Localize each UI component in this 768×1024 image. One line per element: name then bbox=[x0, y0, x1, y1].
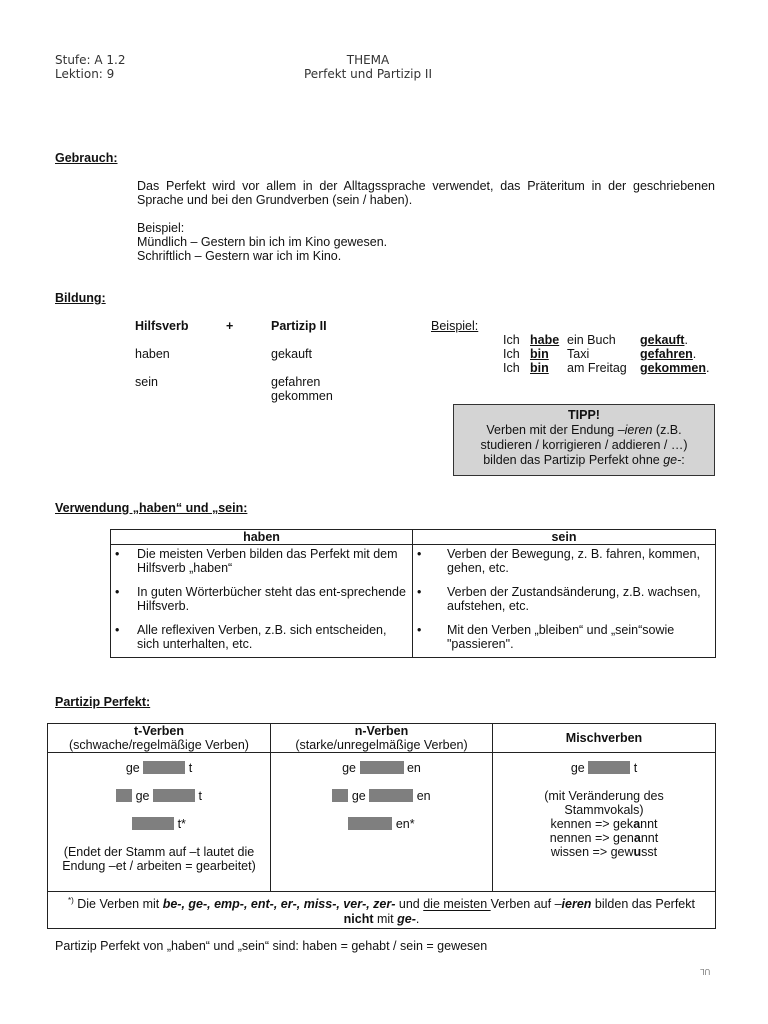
example-participle-line bbox=[640, 333, 688, 347]
prefix-ge: ge bbox=[342, 761, 357, 775]
partizip-heading: Partizip Perfekt: bbox=[55, 695, 151, 709]
partizip-header: Partizip II bbox=[271, 319, 327, 333]
tipp-box bbox=[453, 404, 715, 476]
footnote-text: und bbox=[395, 897, 424, 912]
example-object: Taxi bbox=[567, 347, 590, 361]
tipp-text: (z.B. bbox=[652, 423, 682, 437]
verwendung-heading: Verwendung „haben“ und „sein: bbox=[55, 501, 248, 515]
suffix-en: en bbox=[406, 761, 421, 775]
mischverben-cell bbox=[493, 753, 716, 892]
example-aux: bin bbox=[530, 361, 549, 375]
example-participle: gekauft bbox=[640, 333, 685, 347]
period: . bbox=[706, 361, 710, 375]
stem-blank bbox=[132, 817, 174, 830]
pattern-row bbox=[48, 761, 270, 789]
mischverb-example bbox=[493, 831, 715, 845]
period: . bbox=[684, 333, 688, 347]
hilfsverb-haben: haben bbox=[135, 347, 170, 361]
example-pron: Ich bbox=[503, 361, 520, 375]
partizip-gekauft: gekauft bbox=[271, 347, 313, 361]
t-verben-cell bbox=[48, 753, 271, 892]
footnote-prefixes: be-, ge-, emp-, ent-, er-, miss-, ver-, zer- bbox=[162, 897, 396, 912]
footnote-meisten: die meisten bbox=[423, 897, 491, 912]
period: . bbox=[692, 347, 697, 361]
pattern-row bbox=[271, 789, 492, 817]
example-participle-line bbox=[640, 347, 696, 361]
footnote-mark: *) bbox=[68, 896, 74, 906]
list-item: • Mit den Verben „bleiben“ und „sein“sowie "passieren". bbox=[413, 623, 715, 651]
footnote-text: . bbox=[415, 911, 420, 926]
footnote-nicht: nicht bbox=[343, 911, 374, 926]
partizip-gefahren: gefahren bbox=[271, 375, 321, 389]
suffix-en: en bbox=[416, 789, 431, 803]
tipp-ieren: ieren bbox=[624, 423, 653, 437]
plus-sign: + bbox=[226, 319, 234, 333]
sein-cell bbox=[413, 545, 716, 658]
example-text: nnt bbox=[640, 817, 658, 831]
t-verben-title: t-Verben bbox=[133, 724, 184, 738]
example-participle: gefahren bbox=[640, 347, 693, 361]
mischverb-example bbox=[493, 817, 715, 831]
n-verben-subtitle: (starke/unregelmäßige Verben) bbox=[295, 738, 468, 752]
thema-title: Perfekt und Partizip II bbox=[303, 67, 432, 81]
example-text: nnt bbox=[640, 831, 659, 845]
suffix-t: t bbox=[198, 789, 202, 803]
example-text: kennen => gek bbox=[550, 817, 634, 831]
hilfsverb-sein: sein bbox=[135, 375, 158, 389]
footnote-cell bbox=[48, 892, 716, 929]
stem-blank bbox=[153, 789, 195, 802]
mischverb-example bbox=[493, 845, 715, 859]
list-item: • Alle reflexiven Verben, z.B. sich entscheiden, sich unterhalten, etc. bbox=[111, 623, 412, 651]
pattern-row bbox=[493, 761, 715, 789]
mischverben-note-line1: (mit Veränderung des bbox=[544, 789, 664, 803]
prefix-ge: ge bbox=[570, 761, 585, 775]
stem-blank bbox=[360, 761, 404, 774]
gebrauch-heading: Gebrauch: bbox=[55, 151, 118, 165]
example-text: wissen => gew bbox=[550, 845, 634, 859]
changed-vowel: a bbox=[633, 817, 641, 831]
stem-blank bbox=[369, 789, 413, 802]
n-verben-cell bbox=[271, 753, 493, 892]
prefix-ge: ge bbox=[351, 789, 366, 803]
tipp-ge: ge- bbox=[663, 453, 682, 467]
footnote-text: mit bbox=[373, 911, 398, 926]
tipp-line1 bbox=[454, 423, 714, 438]
gebrauch-schriftlich: Schriftlich – Gestern war ich im Kino. bbox=[137, 249, 342, 263]
lektion-label: Lektion: 9 bbox=[55, 67, 115, 81]
t-verben-header bbox=[48, 724, 271, 753]
n-verben-header bbox=[271, 724, 493, 753]
list-item: • In guten Wörterbücher steht das ent-sprechende Hilfsverb. bbox=[111, 585, 412, 613]
footnote-text: Die Verben mit bbox=[73, 897, 163, 912]
example-object: am Freitag bbox=[567, 361, 627, 375]
partizip-table bbox=[47, 723, 716, 929]
footnote-ge: ge- bbox=[397, 911, 416, 926]
prefix-ge: ge bbox=[125, 761, 140, 775]
stufe-label: Stufe: A 1.2 bbox=[55, 53, 126, 67]
changed-vowel: u bbox=[633, 845, 642, 859]
pattern-row bbox=[271, 761, 492, 789]
example-aux: habe bbox=[530, 333, 560, 347]
footnote-line1 bbox=[56, 894, 707, 911]
tipp-text: Verben mit der Endung – bbox=[486, 423, 625, 437]
list-item: • Verben der Zustandsänderung, z.B. wachsen, aufstehen, etc. bbox=[413, 585, 715, 613]
thema-label: THEMA bbox=[346, 53, 390, 67]
footnote-ieren: ieren bbox=[561, 897, 592, 912]
prefix-ge: ge bbox=[135, 789, 150, 803]
bildung-beispiel-label: Beispiel: bbox=[431, 319, 479, 333]
t-verben-note-line2: Endung –et / arbeiten = gearbeitet) bbox=[62, 859, 256, 873]
gebrauch-text-line1: Das Perfekt wird vor allem in der Alltagssprache verwendet, das Präteritum in der geschriebenen bbox=[137, 179, 715, 193]
n-verben-title: n-Verben bbox=[354, 724, 409, 738]
suffix-t-star: t* bbox=[177, 817, 186, 831]
prefix-blank bbox=[116, 789, 132, 802]
mischverben-header: Mischverben bbox=[493, 724, 716, 753]
page-mark: UL bbox=[700, 967, 711, 976]
gebrauch-muendlich: Mündlich – Gestern bin ich im Kino gewesen. bbox=[137, 235, 388, 249]
haben-cell bbox=[111, 545, 413, 658]
pattern-row bbox=[48, 817, 270, 845]
tipp-title: TIPP! bbox=[568, 408, 600, 422]
example-pron: Ich bbox=[503, 333, 520, 347]
footnote-line2 bbox=[56, 912, 707, 926]
footnote-text: Verben auf – bbox=[490, 897, 562, 912]
example-text: nennen => gen bbox=[549, 831, 634, 845]
example-object: ein Buch bbox=[567, 333, 616, 347]
footnote-text: bilden das Perfekt bbox=[591, 897, 695, 912]
tipp-line3 bbox=[454, 453, 714, 468]
suffix-t: t bbox=[633, 761, 638, 775]
partizip-gekommen: gekommen bbox=[271, 389, 333, 403]
prefix-blank bbox=[332, 789, 348, 802]
list-item: • Die meisten Verben bilden das Perfekt mit dem Hilfsverb „haben“ bbox=[111, 547, 412, 575]
gebrauch-text-line2: Sprache und bei den Grundverben (sein / haben). bbox=[137, 193, 413, 207]
example-aux: bin bbox=[530, 347, 549, 361]
sein-column-header: sein bbox=[413, 530, 716, 545]
t-verben-subtitle: (schwache/regelmäßige Verben) bbox=[69, 738, 249, 752]
tipp-line2: studieren / korrigieren / addieren / …) bbox=[480, 438, 688, 452]
tipp-text: : bbox=[681, 453, 685, 467]
changed-vowel: a bbox=[633, 831, 641, 845]
t-verben-note-line1: (Endet der Stamm auf –t lautet die bbox=[63, 845, 255, 859]
stem-blank bbox=[348, 817, 392, 830]
tipp-text: bilden das Partizip Perfekt ohne bbox=[483, 453, 664, 467]
mischverben-note-line2: Stammvokals) bbox=[564, 803, 644, 817]
pattern-row bbox=[48, 789, 270, 817]
example-pron: Ich bbox=[503, 347, 520, 361]
hilfsverb-header: Hilfsverb bbox=[135, 319, 189, 333]
stem-blank bbox=[588, 761, 630, 774]
haben-column-header: haben bbox=[111, 530, 413, 545]
example-text: sst bbox=[641, 845, 658, 859]
list-item: • Verben der Bewegung, z. B. fahren, kommen, gehen, etc. bbox=[413, 547, 715, 575]
example-participle: gekommen bbox=[640, 361, 706, 375]
gebrauch-beispiel-label: Beispiel: bbox=[137, 221, 185, 235]
example-participle-line bbox=[640, 361, 709, 375]
closing-sentence: Partizip Perfekt von „haben“ und „sein“ sind: haben = gehabt / sein = gewesen bbox=[55, 939, 488, 953]
pattern-row bbox=[271, 817, 492, 845]
bildung-heading: Bildung: bbox=[55, 291, 106, 305]
suffix-en-star: en* bbox=[395, 817, 415, 831]
stem-blank bbox=[143, 761, 185, 774]
haben-sein-table bbox=[110, 529, 716, 658]
suffix-t: t bbox=[188, 761, 193, 775]
